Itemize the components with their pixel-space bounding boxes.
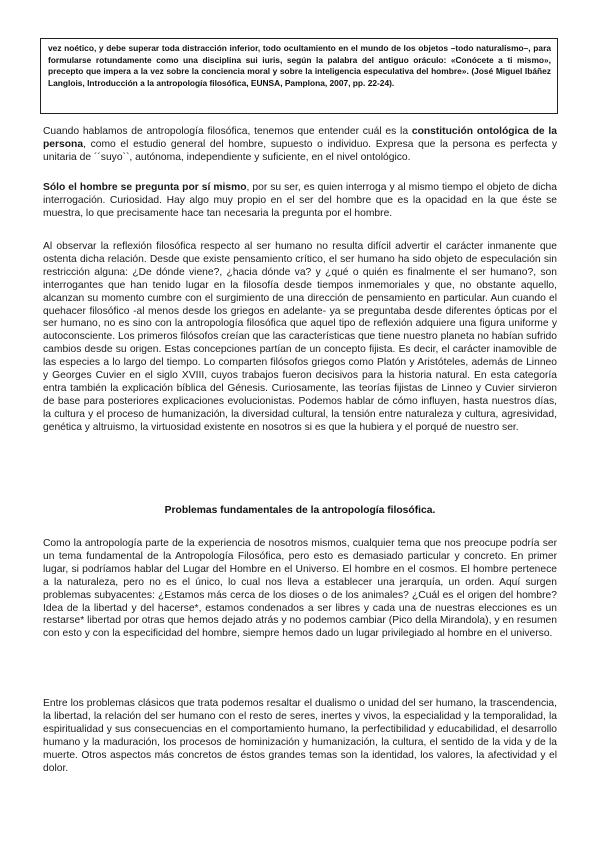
paragraph-ontological-constitution <box>43 126 557 165</box>
paragraph-self-question <box>43 182 557 221</box>
paragraph-lead: Cuando hablamos de antropología filosófica, tenemos que entender cuál es la <box>43 126 412 137</box>
paragraph-rest: , como el estudio general del hombre, supuesto o individuo. Expresa que la persona es perfecta y unitaria de ´´suyo``, autónoma, independiente y suficiente, en el nivel ontológico. <box>43 138 557 163</box>
paragraph-rest: , por su ser, es quien interroga y al mismo tiempo el objeto de dicha interrogación. Curiosidad. Hay algo muy propio en el ser del hombre que es la opacidad en la que éste se muestra, lo que precisamente hace tan necesaria la pregunta por el hombre. <box>43 182 557 219</box>
bold-term: Sólo el hombre se pregunta por sí mismo <box>43 182 247 193</box>
paragraph-philosophical-reflection: Al observar la reflexión filosófica respecto al ser humano no resulta difícil advertir el carácter inmanente que ostenta dicha relación. Desde que existe pensamiento crítico, el ser humano ha sido objeto de especulación sin restricción alguna: ¿De dónde viene?, ¿hacia dónde va? y ¿qué o quién es finalmente el ser humano?, son interrogantes que han tenido lugar en la filosofía desde tiempos inmemoriales y que, no obstante aquello, alcanzan su momento cumbre con el surgimiento de una dirección de pensamiento en particular. Aun cuando el quehacer filosófico -al menos desde los griegos en adelante- ya se preguntaba desde diferentes ópticas por el ser humano, no es sino con la antropología filosófica que aquel tipo de reflexión adquiere una figura uniforme y autoconsciente. Los primeros filósofos creían que las características que tiene nuestro planeta no habían sufrido cambios desde su origen. Estas concepciones partían de un concepto fijista. Es decir, el carácter inamovible de las especies a lo largo del tiempo. Lo comparten filósofos griegos como Platón y Aristóteles, además de Linneo y Georges Cuvier en el siglo XVIII, cuyos trabajos fueron decisivos para la historia natural. En esta categoría entra también la explicación bíblica del Génesis. Curiosamente, las teorías fijistas de Linneo y Cuvier sirvieron de base para posteriores explicaciones evolucionistas. Podemos hablar de cómo influyen, hasta nuestros días, la cultura y el proceso de humanización, la diversidad cultural, la tensión entre naturaleza y cultura, agresividad, genética y altruismo, la virtuosidad existente en nosotros si es que la hubiera y el porqué de nuestro ser. <box>43 241 557 433</box>
quote-box <box>40 38 558 114</box>
bold-term: constitución ontológica de la persona <box>43 126 557 150</box>
section-heading: Problemas fundamentales de la antropología filosófica. <box>164 505 436 516</box>
quote-text: vez noético, y debe superar toda distracción inferior, todo ocultamiento en el mundo de los objetos –todo naturalismo–, para formularse rotundamente como una disciplina sui iuris, según la palabra del antiguo oráculo: «Conócete a ti mismo», precepto que impera a la vez sobre la conciencia moral y sobre la inteligencia especulativa del hombre». (José Miguel Ibáñez Langlois, Introducción a la antropología filosófica, EUNSA, Pamplona, 2007, pp. 22-24). <box>48 43 551 88</box>
paragraph-fundamental-problems: Como la antropología parte de la experiencia de nosotros mismos, cualquier tema que nos preocupe podría ser un tema fundamental de la Antropología Filosófica, pero esto es demasiado particular y concreto. En primer lugar, si podríamos hablar del Lugar del Hombre en el Universo. El hombre en el cosmos. El hombre pertenece a la naturaleza, pero no es el único, lo cual nos lleva a establecer una jerarquía, un orden. Aquí surgen problemas subyacentes: ¿Estamos más cerca de los dioses o de los animales? ¿Cuál es el origen del hombre? Idea de la libertad y del hacerse*, estamos condenados a ser libres y cada una de nuestras elecciones es un restarse* libertad por otras que hemos dejado atrás y no podemos cambiar (Pico della Mirandola), y en resumen con esto y con la especificidad del hombre, siempre hemos dado un lugar privilegiado al hombre en el universo. <box>43 538 557 640</box>
paragraph-classic-problems: Entre los problemas clásicos que trata podemos resaltar el dualismo o unidad del ser humano, la trascendencia, la libertad, la relación del ser humano con el resto de seres, inertes y vivos, la especialidad y la temporalidad, la espiritualidad y sus consecuencias en el comportamiento humano, la perfectibilidad y educabilidad, el desarrollo humano y la maduración, los procesos de hominización y humanización, la cultura, el sentido de la vida y de la muerte. Otros aspectos más concretos de éstos grandes temas son la identidad, los valores, la afectividad y el dolor. <box>43 698 557 774</box>
